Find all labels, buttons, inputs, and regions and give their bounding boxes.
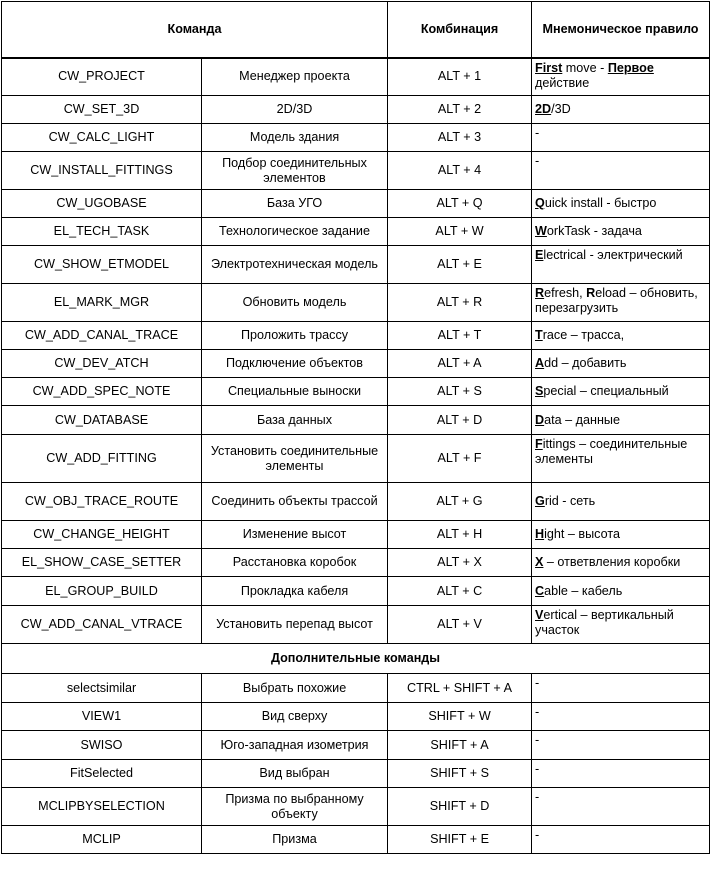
table-row [2,218,710,246]
mnemonic-text: orkTask - задача [546,224,642,238]
mnemonic-text: – ответвления коробки [543,555,681,569]
mnemonic-rule [532,606,710,644]
table-row [2,577,710,606]
main-commands [2,58,710,644]
table-row [2,731,710,760]
mnemonic-rule: - [532,731,710,760]
command-description: Призма по выбранному объекту [202,788,388,826]
table-row [2,58,710,96]
key-combination: SHIFT + D [388,788,532,826]
mnemonic-key-letter: W [535,224,547,238]
key-combination: ALT + F [388,435,532,483]
command-description: Призма [202,826,388,854]
key-combination: SHIFT + E [388,826,532,854]
mnemonic-rule [532,218,710,246]
mnemonic-key-letter: S [535,384,544,398]
mnemonic-text: ittings – соединительные элементы [535,437,688,466]
hotkeys-table [1,1,710,854]
mnemonic-key-letter: E [535,248,544,262]
mnemonic-key-letter: Q [535,196,545,210]
section-row [2,644,710,674]
table-row [2,350,710,378]
key-combination: SHIFT + A [388,731,532,760]
extra-section [2,644,710,674]
key-combination: ALT + R [388,284,532,322]
mnemonic-text: move - [562,60,608,75]
command-name: CW_INSTALL_FITTINGS [2,152,202,190]
extra-commands [2,674,710,854]
mnemonic-rule: - [532,826,710,854]
mnemonic-rule: - [532,788,710,826]
mnemonic-text: ertical – вертикальный участок [535,608,674,637]
command-description: Электротехническая модель [202,246,388,284]
mnemonic-key-letter: G [535,494,545,508]
key-combination: ALT + E [388,246,532,284]
mnemonic-key-letter: Первое [607,60,654,75]
table-row [2,284,710,322]
command-name: CW_CHANGE_HEIGHT [2,521,202,549]
key-combination: ALT + H [388,521,532,549]
mnemonic-rule [532,284,710,322]
key-combination: ALT + 4 [388,152,532,190]
mnemonic-text: rid - сеть [544,494,596,508]
key-combination: ALT + 3 [388,124,532,152]
command-description: Обновить модель [202,284,388,322]
command-description: Выбрать похожие [202,674,388,703]
table-row [2,760,710,788]
mnemonic-text: uick install - быстро [544,196,657,210]
mnemonic-key-letter: T [535,328,543,342]
mnemonic-rule [532,152,710,190]
key-combination: CTRL + SHIFT + A [388,674,532,703]
mnemonic-text: pecial – специальный [543,384,669,398]
mnemonic-text: - [535,154,540,168]
key-combination: ALT + V [388,606,532,644]
command-description: Установить перепад высот [202,606,388,644]
command-description: Технологическое задание [202,218,388,246]
key-combination: SHIFT + S [388,760,532,788]
table-row [2,674,710,703]
command-name: CW_CALC_LIGHT [2,124,202,152]
key-combination: ALT + T [388,322,532,350]
mnemonic-rule [532,58,710,96]
command-name: CW_OBJ_TRACE_ROUTE [2,483,202,521]
table-row [2,788,710,826]
mnemonic-text: действие [535,75,590,90]
command-description: Прокладка кабеля [202,577,388,606]
command-name: CW_DEV_ATCH [2,350,202,378]
table-row [2,521,710,549]
mnemonic-rule [532,549,710,577]
command-name: CW_PROJECT [2,58,202,96]
table-header-row [2,2,710,58]
command-name: CW_ADD_CANAL_TRACE [2,322,202,350]
section-title: Дополнительные команды [2,644,710,674]
command-name: SWISO [2,731,202,760]
command-name: CW_ADD_FITTING [2,435,202,483]
command-description: Модель здания [202,124,388,152]
command-name: CW_SET_3D [2,96,202,124]
key-combination: ALT + 1 [388,58,532,96]
mnemonic-rule [532,521,710,549]
table-row [2,406,710,435]
table-row [2,190,710,218]
command-description: Юго-западная изометрия [202,731,388,760]
command-description: Установить соединительные элементы [202,435,388,483]
key-combination: ALT + A [388,350,532,378]
mnemonic-text: lectrical - электрический [543,248,683,262]
command-description: База УГО [202,190,388,218]
command-description: 2D/3D [202,96,388,124]
table-row [2,322,710,350]
table-row [2,606,710,644]
command-name: CW_SHOW_ETMODEL [2,246,202,284]
mnemonic-rule [532,124,710,152]
mnemonic-text: - [535,126,540,140]
mnemonic-rule [532,350,710,378]
mnemonic-rule [532,378,710,406]
command-description: Вид выбран [202,760,388,788]
mnemonic-key-letter: 2D [535,102,552,116]
mnemonic-text: ight – высота [544,527,620,541]
mnemonic-key-letter: R [586,286,596,300]
command-description: Изменение высот [202,521,388,549]
command-description: Подключение объектов [202,350,388,378]
mnemonic-rule [532,577,710,606]
mnemonic-rule [532,435,710,483]
key-combination: ALT + W [388,218,532,246]
key-combination: SHIFT + W [388,703,532,731]
key-combination: ALT + S [388,378,532,406]
mnemonic-key-letter: H [535,527,545,541]
key-combination: ALT + G [388,483,532,521]
command-name: CW_UGOBASE [2,190,202,218]
command-name: CW_ADD_SPEC_NOTE [2,378,202,406]
mnemonic-key-letter: F [535,437,543,451]
key-combination: ALT + D [388,406,532,435]
mnemonic-rule [532,246,710,284]
table-row [2,124,710,152]
command-description: Менеджер проекта [202,58,388,96]
command-name: selectsimilar [2,674,202,703]
mnemonic-text: /3D [551,102,571,116]
mnemonic-text: eload – обновить, перезагрузить [535,286,698,315]
mnemonic-rule [532,190,710,218]
command-description: Проложить трассу [202,322,388,350]
table-row [2,246,710,284]
command-name: EL_TECH_TASK [2,218,202,246]
mnemonic-rule: - [532,703,710,731]
command-name: EL_GROUP_BUILD [2,577,202,606]
table-row [2,378,710,406]
command-description: База данных [202,406,388,435]
mnemonic-key-letter: C [535,583,545,598]
table-row [2,483,710,521]
mnemonic-rule: - [532,674,710,703]
table-row [2,549,710,577]
mnemonic-key-letter: R [535,286,545,300]
table-row [2,152,710,190]
mnemonic-key-letter: V [535,608,544,622]
mnemonic-text: ata – данные [544,412,620,427]
mnemonic-text: dd – добавить [544,356,627,370]
mnemonic-rule [532,322,710,350]
mnemonic-rule [532,483,710,521]
header-combo: Комбинация [388,2,532,58]
mnemonic-text: able – кабель [544,583,623,598]
command-name: VIEW1 [2,703,202,731]
table-row [2,826,710,854]
mnemonic-key-letter: First [535,60,563,75]
key-combination: ALT + C [388,577,532,606]
command-name: EL_MARK_MGR [2,284,202,322]
mnemonic-rule [532,406,710,435]
table-row [2,96,710,124]
command-description: Вид сверху [202,703,388,731]
command-name: MCLIP [2,826,202,854]
command-description: Подбор соединительных элементов [202,152,388,190]
command-name: EL_SHOW_CASE_SETTER [2,549,202,577]
table-row [2,703,710,731]
header-command: Команда [2,2,388,58]
command-name: CW_DATABASE [2,406,202,435]
command-description: Расстановка коробок [202,549,388,577]
command-description: Специальные выноски [202,378,388,406]
key-combination: ALT + Q [388,190,532,218]
command-description: Соединить объекты трассой [202,483,388,521]
key-combination: ALT + X [388,549,532,577]
mnemonic-rule [532,96,710,124]
command-name: FitSelected [2,760,202,788]
mnemonic-rule: - [532,760,710,788]
mnemonic-text: efresh, [544,286,587,300]
mnemonic-key-letter: D [535,412,545,427]
header-mnemonic: Мнемоническое правило [532,2,710,58]
command-name: CW_ADD_CANAL_VTRACE [2,606,202,644]
mnemonic-text: race – трасса, [542,328,625,342]
key-combination: ALT + 2 [388,96,532,124]
table-row [2,435,710,483]
mnemonic-key-letter: A [535,356,545,370]
command-name: MCLIPBYSELECTION [2,788,202,826]
mnemonic-key-letter: X [535,555,544,569]
